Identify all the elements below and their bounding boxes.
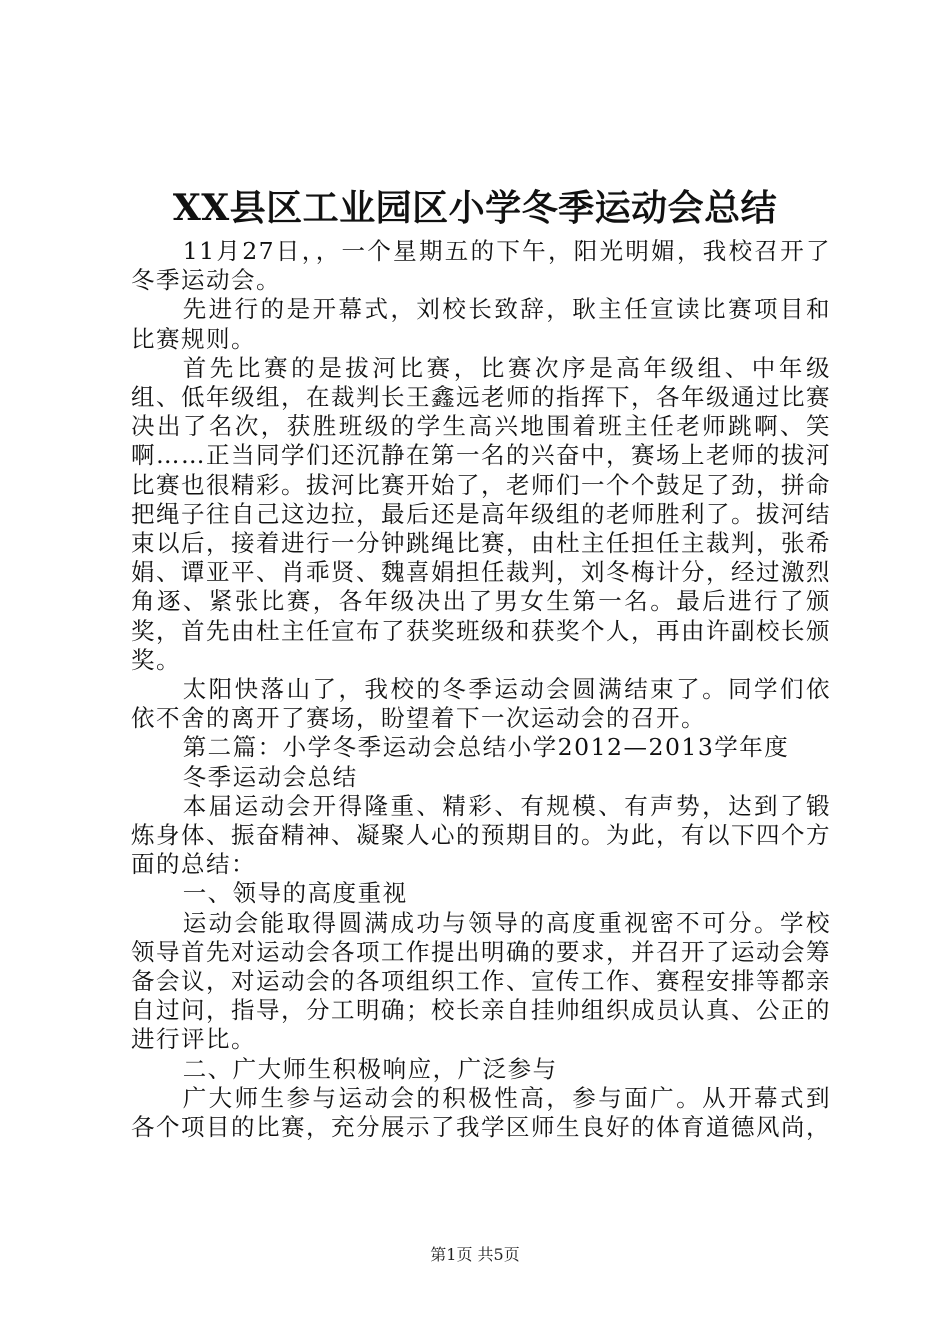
- second-article-title: 第二篇：小学冬季运动会总结小学2012—2013学年度: [182, 733, 790, 762]
- section-2-heading: 二、广大师生积极响应，广泛参与: [182, 1054, 558, 1083]
- paragraph-3: 首先比赛的是拔河比赛，比赛次序是高年级组、中年级组、低年级组，在裁判长王鑫远老师的指挥下，各年级通过比赛决出了名次，获胜班级的学生高兴地围着班主任老师跳啊、笑啊……正当同学们还沉静在第一名的兴奋中，赛场上老师的拔河比赛也很精彩。拔河比赛开始了，老师们一个个鼓足了劲，拼命把绳子往自己这边拉，最后还是高年级组的老师胜利了。拔河结束以后，接着进行一分钟跳绳比赛，由杜主任担任主裁判，张希娟、谭亚平、肖乖贤、魏喜娟担任裁判，刘冬梅计分，经过激烈角逐、紧张比赛，各年级决出了男女生第一名。最后进行了颁奖，首先由杜主任宣布了获奖班级和获奖个人，再由许副校长颁奖。: [131, 353, 831, 674]
- section-2-paragraph: 广大师生参与运动会的积极性高，参与面广。从开幕式到各个项目的比赛，充分展示了我学区师生良好的体育道德风尚，: [131, 1083, 831, 1142]
- intro-paragraph: 本届运动会开得隆重、精彩、有规模、有声势，达到了锻炼身体、振奋精神、凝聚人心的预期目的。为此，有以下四个方面的总结：: [131, 791, 831, 879]
- section-1-heading: 一、领导的高度重视: [182, 879, 408, 908]
- page-footer: 第1页 共5页: [430, 1245, 520, 1264]
- second-article-subtitle: 冬季运动会总结: [182, 762, 358, 791]
- paragraph-2: 先进行的是开幕式，刘校长致辞，耿主任宣读比赛项目和比赛规则。: [131, 295, 831, 353]
- document-title: XX县区工业园区小学冬季运动会总结: [172, 187, 778, 229]
- document-body: [131, 237, 831, 1142]
- paragraph-1: 11月27日，，一个星期五的下午，阳光明媚，我校召开了冬季运动会。: [131, 237, 831, 295]
- section-1-paragraph: 运动会能取得圆满成功与领导的高度重视密不可分。学校领导首先对运动会各项工作提出明确的要求，并召开了运动会筹备会议，对运动会的各项组织工作、宣传工作、赛程安排等都亲自过问，指导，分工明确；校长亲自挂帅组织成员认真、公正的进行评比。: [131, 908, 831, 1054]
- paragraph-4: 太阳快落山了，我校的冬季运动会圆满结束了。同学们依依不舍的离开了赛场，盼望着下一次运动会的召开。: [131, 675, 831, 733]
